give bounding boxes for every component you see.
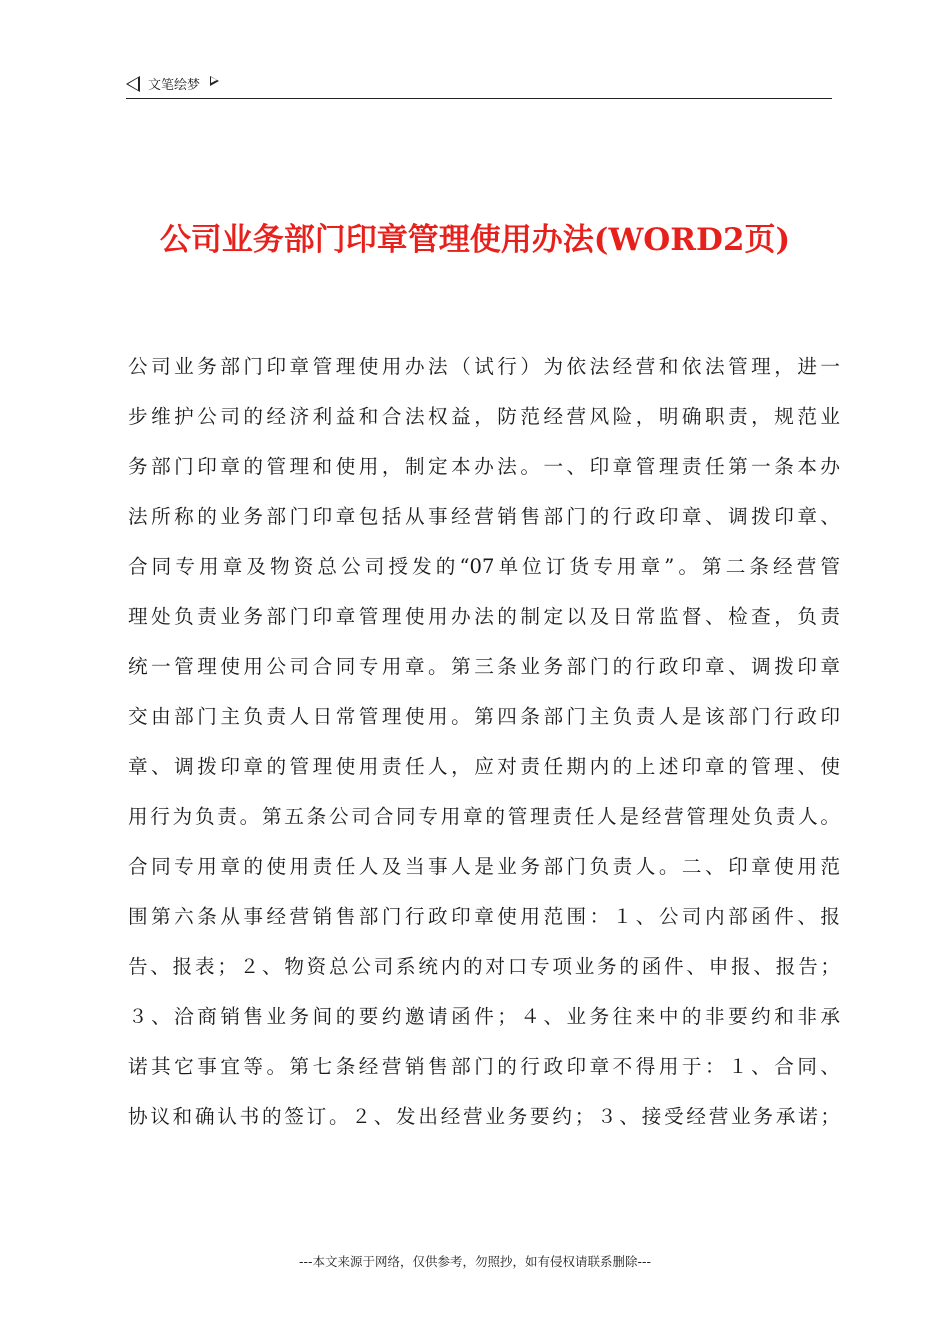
body-line: 公司业务部门印章管理使用办法（试行）为依法经营和依法管理，进一 [128,355,840,378]
body-line: 章、调拨印章的管理使用责任人，应对责任期内的上述印章的管理、使 [128,755,840,778]
header-label: 文笔绘梦 [148,78,201,93]
triangle-right-icon [210,76,219,86]
header-brand [126,74,219,93]
body-line: 交由部门主负责人日常管理使用。第四条部门主负责人是该部门行政印 [128,705,840,728]
body-line: 告、报表；２、物资总公司系统内的对口专项业务的函件、申报、报告； [128,955,840,978]
body-line: 法所称的业务部门印章包括从事经营销售部门的行政印章、调拨印章、 [128,505,840,528]
document-title: 公司业务部门印章管理使用办法(WORD2页) [159,222,791,258]
body-line: 务部门印章的管理和使用，制定本办法。一、印章管理责任第一条本办 [128,455,840,478]
body-line: 理处负责业务部门印章管理使用办法的制定以及日常监督、检查，负责 [128,605,840,628]
page-header [126,72,832,99]
body-line: 合同专用章的使用责任人及当事人是业务部门负责人。二、印章使用范 [128,855,840,878]
body-line: 合同专用章及物资总公司授发的“07单位订货专用章”。第二条经营管 [128,555,840,578]
body-line: 步维护公司的经济利益和合法权益，防范经营风险，明确职责，规范业 [128,405,840,428]
triangle-left-icon [126,76,140,92]
body-line: ３、洽商销售业务间的要约邀请函件；４、业务往来中的非要约和非承 [128,1005,840,1028]
document-body [128,342,840,1142]
body-line: 协议和确认书的签订。２、发出经营业务要约；３、接受经营业务承诺； [128,1105,840,1128]
body-line: 诺其它事宜等。第七条经营销售部门的行政印章不得用于：１、合同、 [128,1055,840,1078]
body-line: 统一管理使用公司合同专用章。第三条业务部门的行政印章、调拨印章 [128,655,840,678]
body-line: 围第六条从事经营销售部门行政印章使用范围：１、公司内部函件、报 [128,905,840,928]
footer-notice: ---本文来源于网络，仅供参考，勿照抄，如有侵权请联系删除--- [298,1254,652,1269]
body-line: 用行为负责。第五条公司合同专用章的管理责任人是经营管理处负责人。 [128,805,840,828]
